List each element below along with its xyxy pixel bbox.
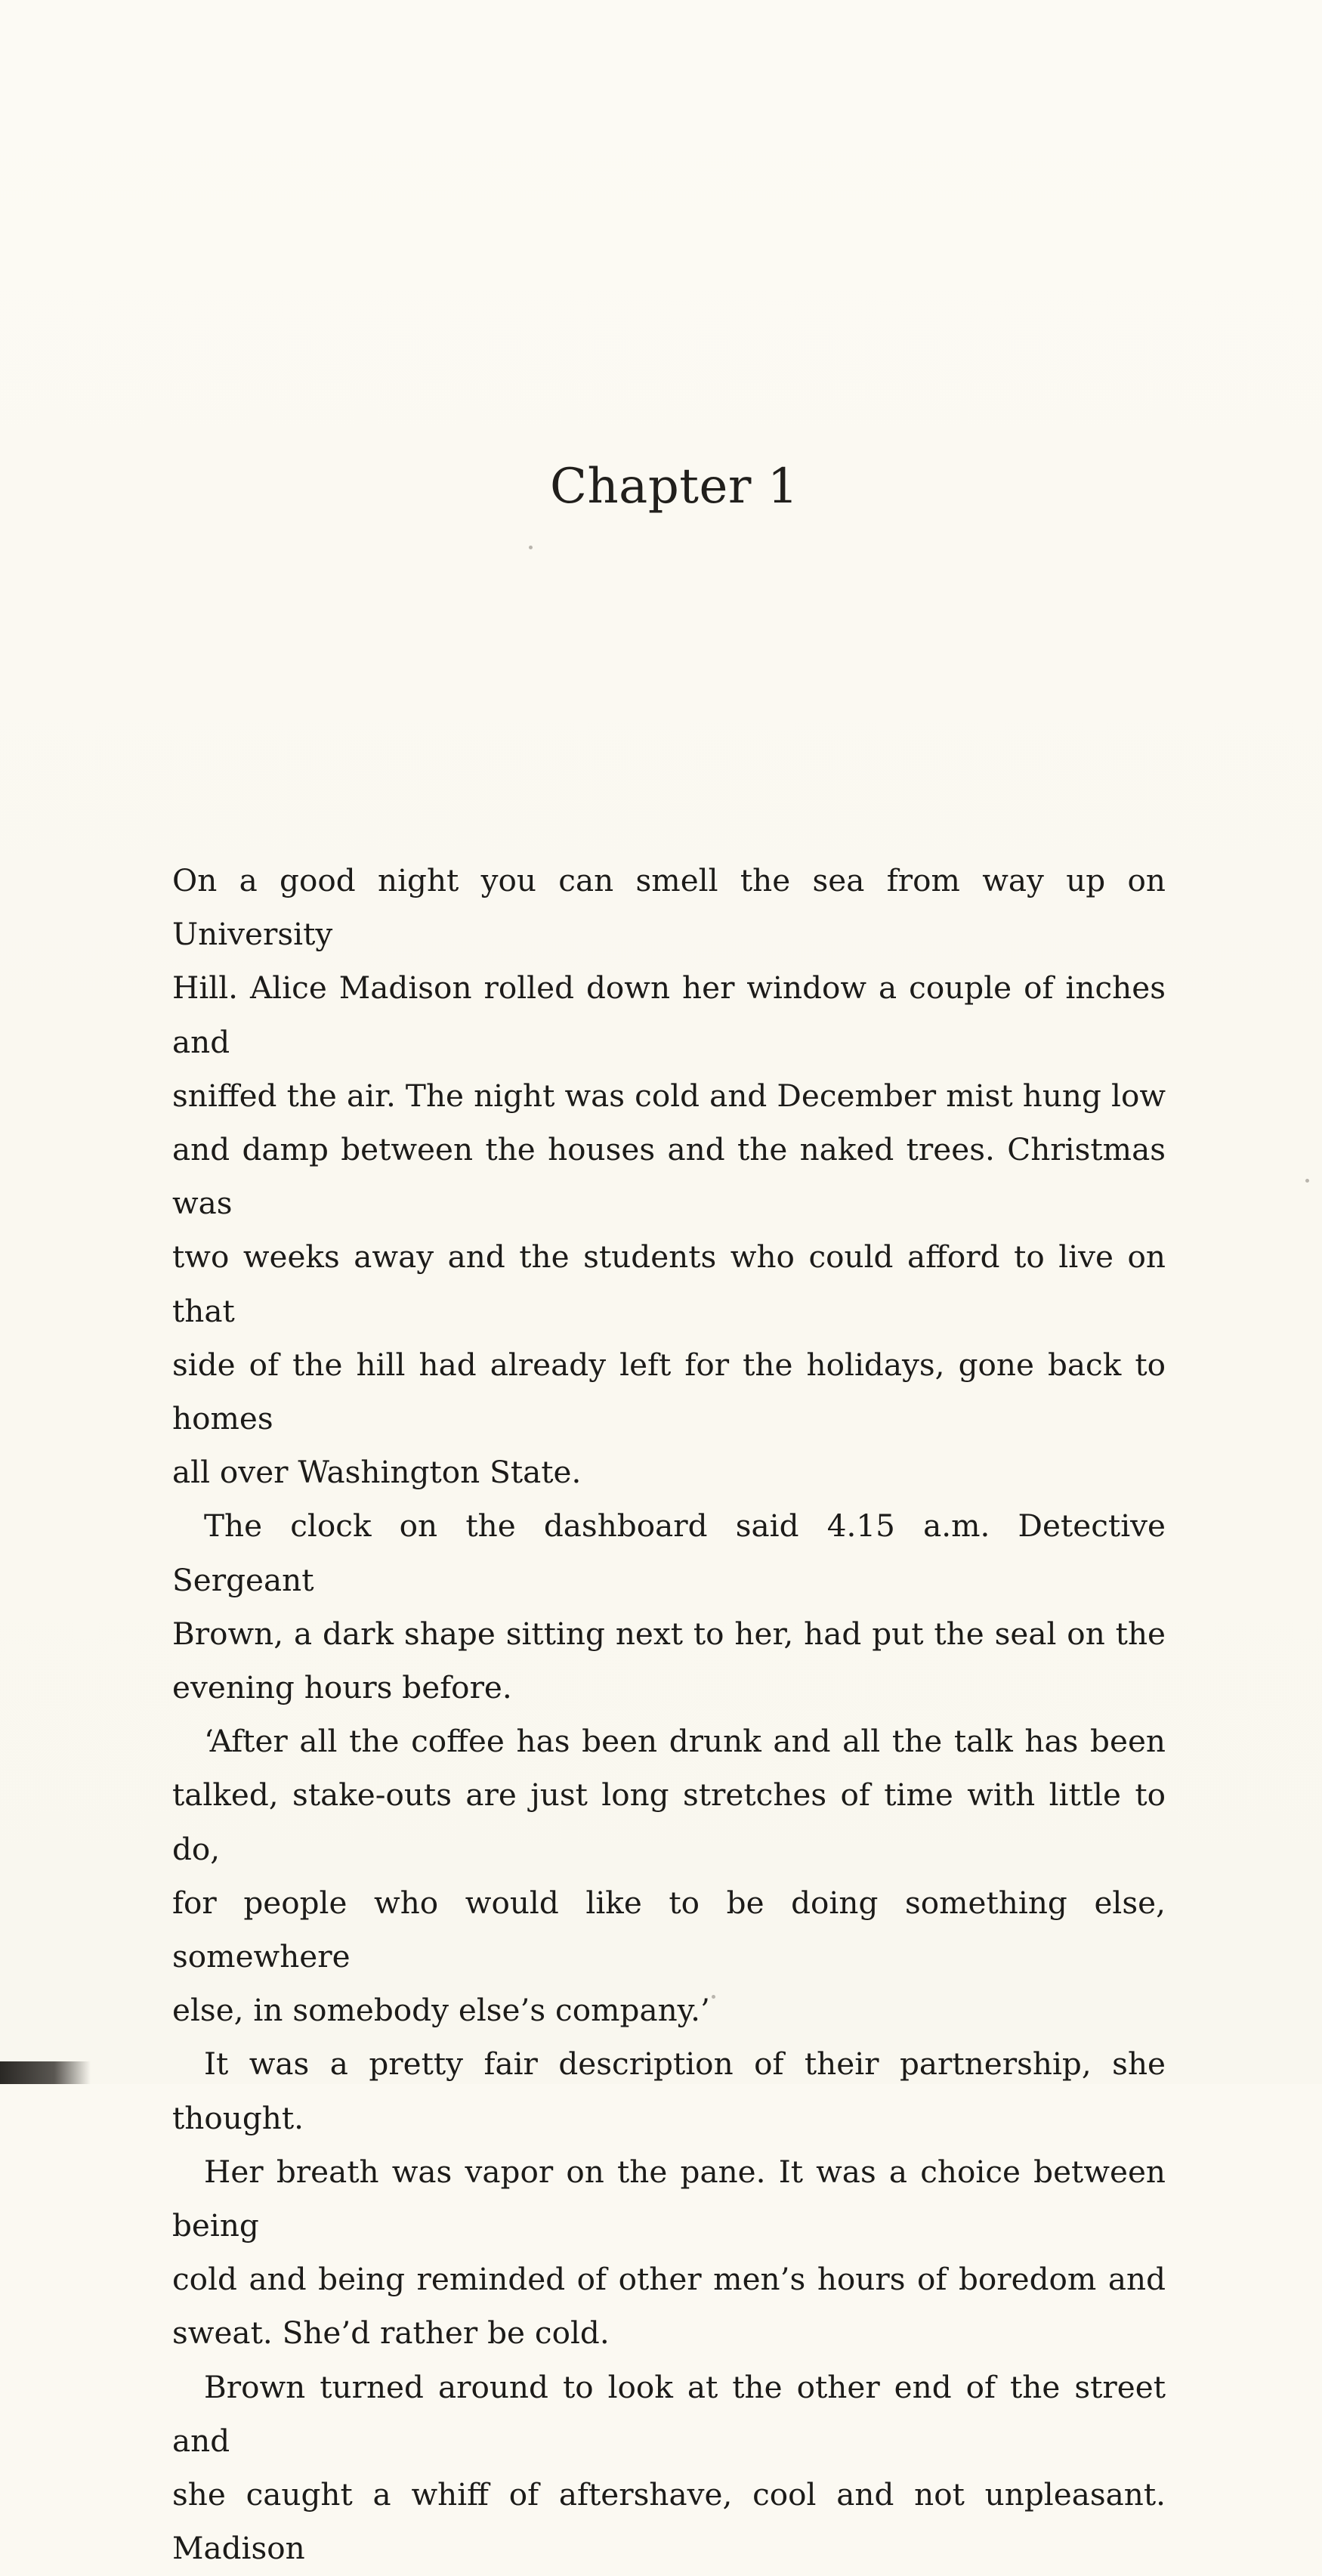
paragraph-line: and damp between the houses and the naked trees. Christmas was	[172, 1131, 1166, 1222]
paragraph-line: she caught a whiff of aftershave, cool and not unpleasant. Madison	[172, 2476, 1166, 2567]
scan-speck	[529, 546, 533, 549]
paragraph-line: cold and being reminded of other men’s hours of boredom and	[172, 2261, 1166, 2298]
paragraph-line: On a good night you can smell the sea from way up on University	[172, 862, 1166, 953]
paragraph-line: evening hours before.	[172, 1669, 512, 1706]
paragraph-line: Brown, a dark shape sitting next to her, had put the seal on the	[172, 1615, 1166, 1652]
paragraph-line: side of the hill had already left for the holidays, gone back to homes	[172, 1346, 1166, 1437]
paragraph-line: sniffed the air. The night was cold and December mist hung low	[172, 1077, 1166, 1114]
paragraph-line: all over Washington State.	[172, 1454, 582, 1491]
paragraph-line: two weeks away and the students who could afford to live on that	[172, 1239, 1166, 1329]
paragraph-2	[172, 1499, 1166, 1715]
paragraph-line: Hill. Alice Madison rolled down her window a couple of inches and	[172, 969, 1166, 1060]
paragraph-line: sweat. She’d rather be cold.	[172, 2315, 610, 2352]
scan-speck	[712, 1995, 715, 1999]
paragraph-line: ‘After all the coffee has been drunk and all the talk has been	[204, 1723, 1166, 1760]
paragraph-line: Her breath was vapor on the pane. It was a choice between being	[172, 2153, 1166, 2244]
chapter-body	[172, 854, 1166, 2576]
chapter-title: Chapter 1	[549, 459, 799, 515]
paragraph-line: It was a pretty fair description of their partnership, she thought.	[172, 2046, 1166, 2136]
paragraph-line: else, in somebody else’s company.’	[172, 1992, 710, 2029]
scan-speck	[1305, 1179, 1309, 1183]
paragraph-line: Brown turned around to look at the other end of the street and	[172, 2368, 1166, 2459]
scan-edge-shadow	[0, 2061, 91, 2084]
paragraph-3	[172, 1715, 1166, 2037]
paragraph-6	[172, 2361, 1166, 2576]
paragraph-line: talked, stake-outs are just long stretches of time with little to do,	[172, 1777, 1166, 1867]
paragraph-5	[172, 2145, 1166, 2361]
paragraph-line: for people who would like to be doing something else, somewhere	[172, 1884, 1166, 1975]
paragraph-1	[172, 854, 1166, 1499]
paragraph-4	[172, 2037, 1166, 2145]
paragraph-line: The clock on the dashboard said 4.15 a.m. Detective Sergeant	[172, 1508, 1166, 1598]
